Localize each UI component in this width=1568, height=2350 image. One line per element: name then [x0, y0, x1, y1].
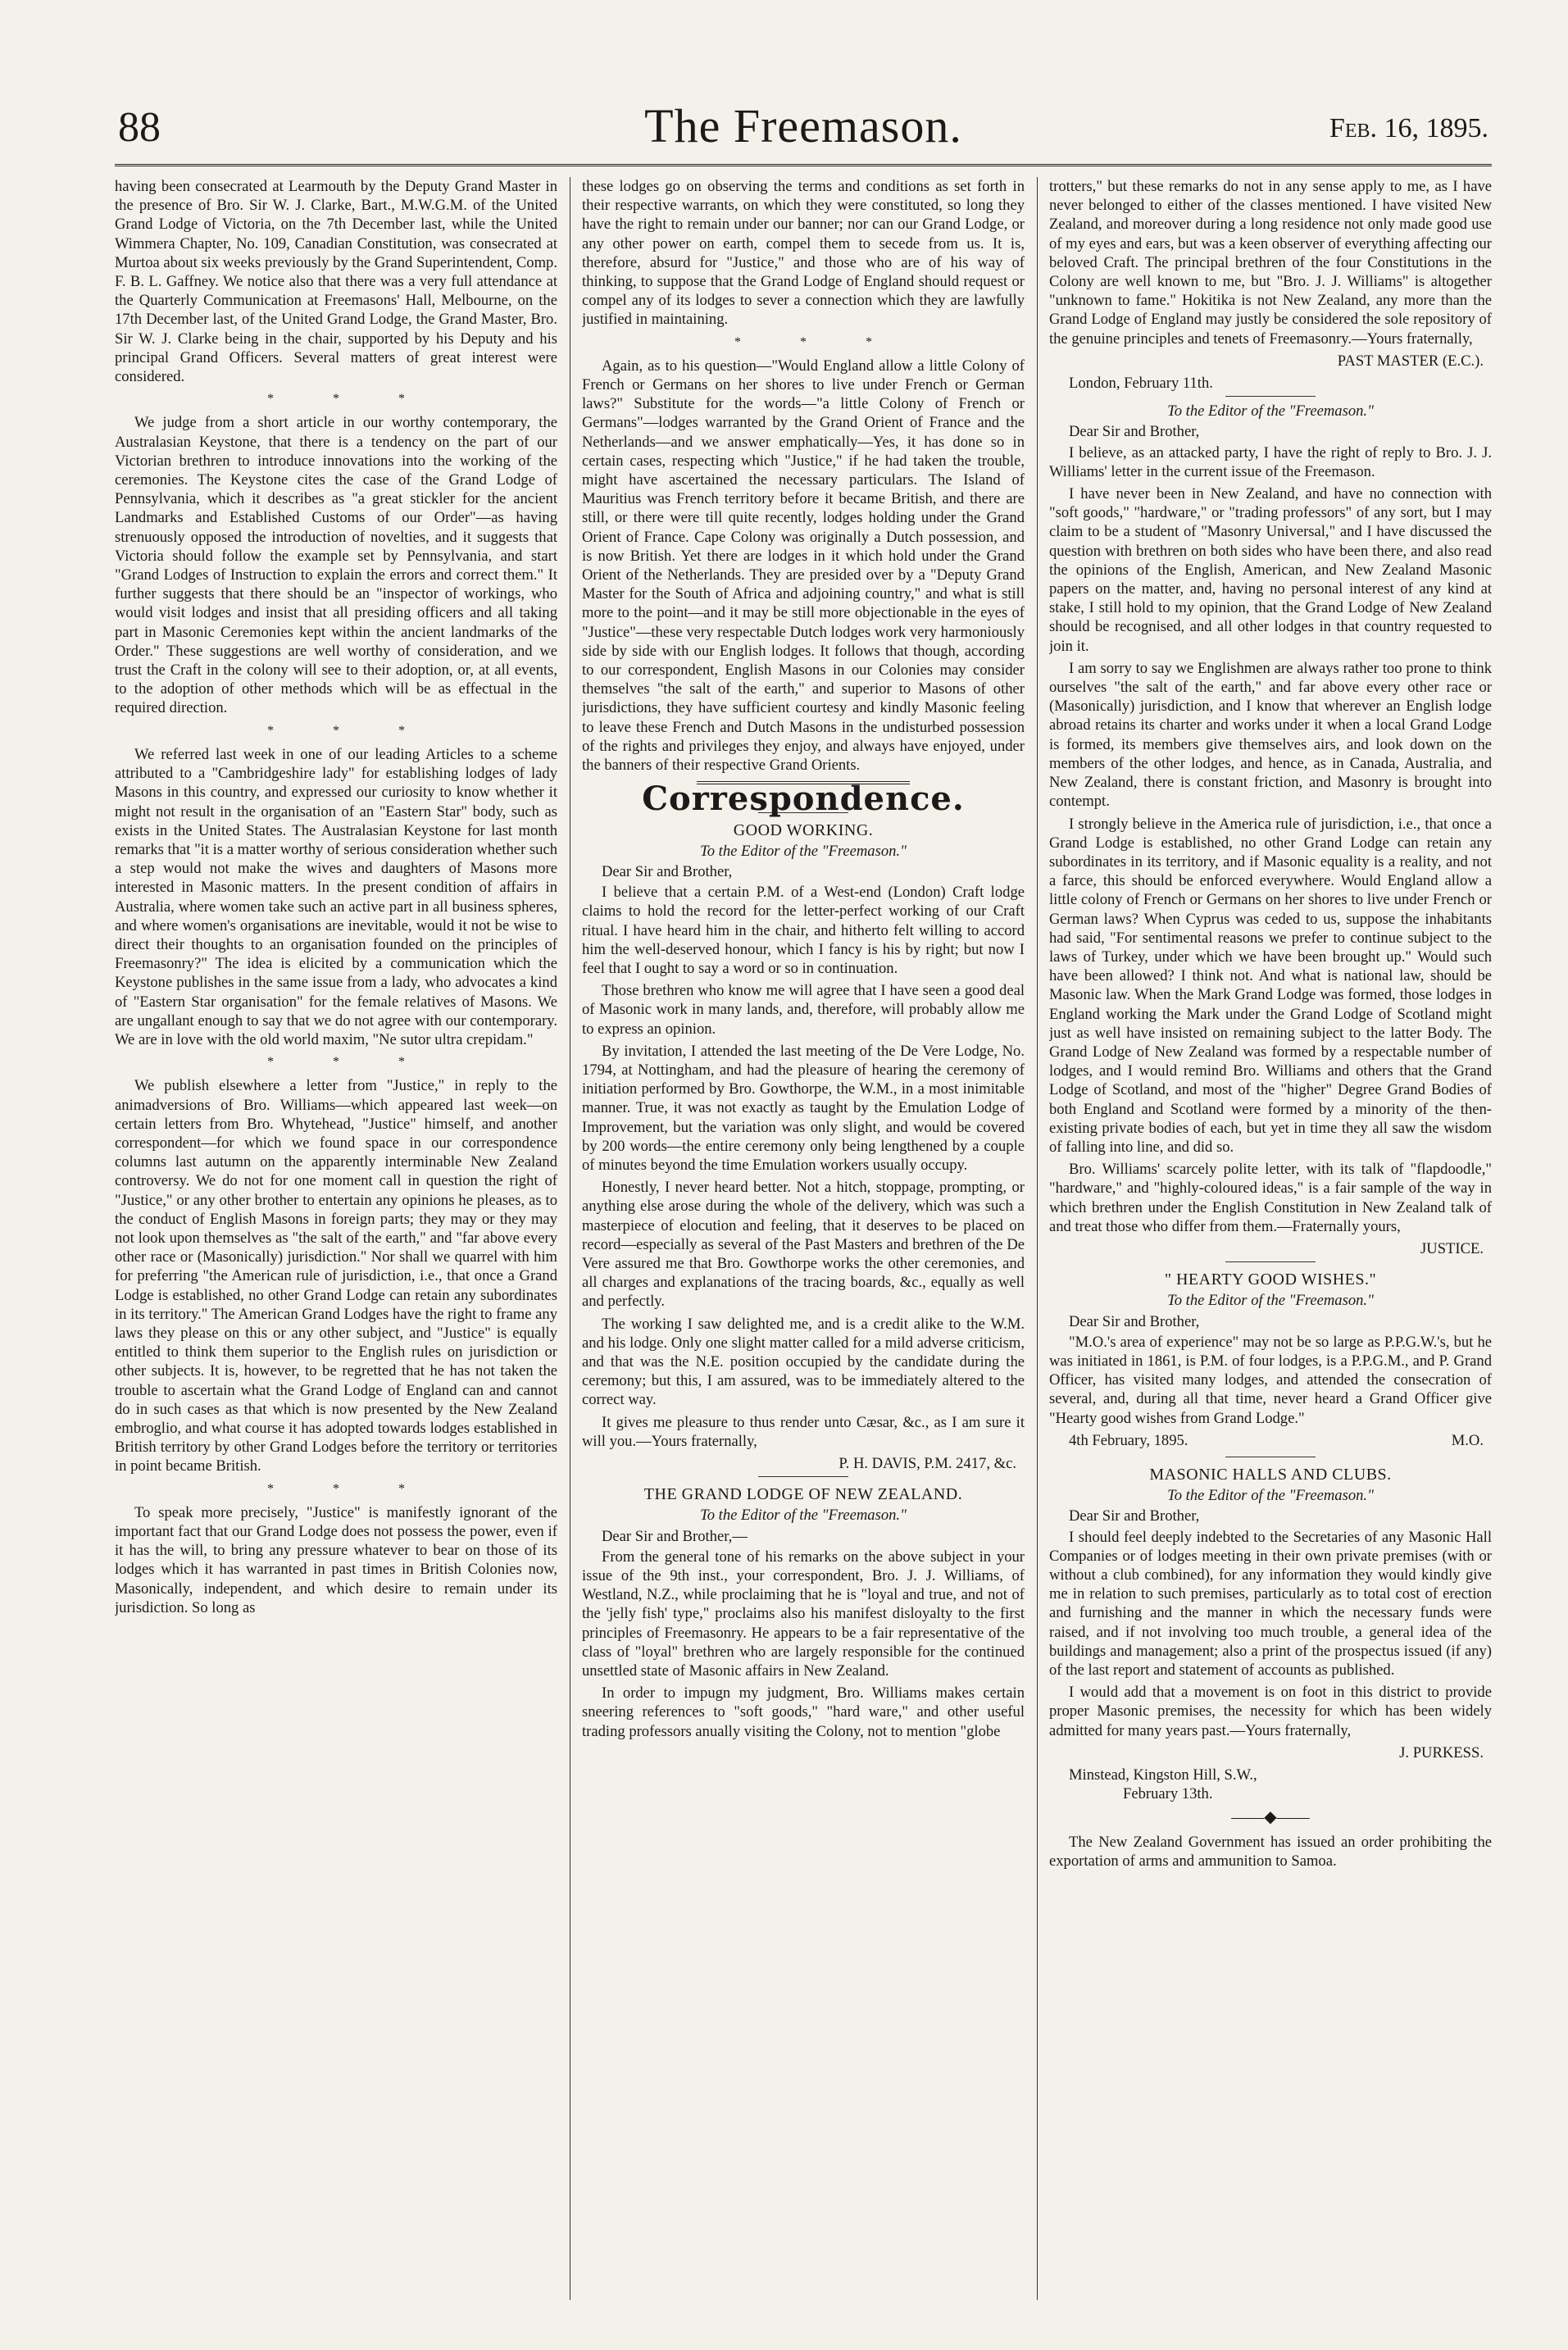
paragraph: "M.O.'s area of experience" may not be so large as P.P.G.W.'s, but he was initiated in 1861, is P.M. of four lodges, is a P.P.G.M., and P. Grand Officer, has visited many lodges, and attended the consecration of several, and, during all that time, never heard a Grand Officer give "Hearty good wishes from Grand Lodge."	[1049, 1333, 1492, 1427]
letter-heading: MASONIC HALLS AND CLUBS.	[1149, 1466, 1392, 1484]
separator-stars: * * *	[267, 723, 433, 738]
newspaper-title: The Freemason.	[644, 99, 962, 152]
letter-date: 4th February, 1895.	[1069, 1431, 1188, 1449]
letter-heading: GOOD WORKING.	[733, 820, 874, 839]
paragraph: I strongly believe in the America rule of jurisdiction, i.e., that once a Grand Lodge is established, no other Grand Lodge can retain any subordinates in its territory, and if Masonic equality is a reality, and not a farce, this should be enforced everywhere. Would England allow a little colony of French or Germans on her shores to live under French or German laws? When Cyprus was ceded to us, suppose the inhabitants had said, "For sentimental reasons we prefer to continue subject to the laws of Turkey, under which we have been brought up." Would such have been allowed? I think not. And what is national law, should be Masonic law. When the Mark Grand Lodge was formed, those lodges in England working the Mark under the Grand Lodge of Scotland might just as well have insisted on remaining subject to the latter Body. The Grand Lodge of New Zealand was formed by a respectable number of lodges, and I would remind Bro. Williams and others that the Grand Lodge of Scotland, and most of the "higher" Degree Grand Bodies of both England and Scotland were formed by a minority of the then-existing private bodies of each, but yet in time they all saw the wisdom of falling into line, and did so.	[1049, 815, 1492, 1156]
column-divider	[1037, 177, 1038, 2300]
letter-signature: J. PURKESS.	[1399, 1743, 1484, 1761]
paragraph: In order to impugn my judgment, Bro. Williams makes certain sneering references to "soft goods," "hard ware," and other useful trading professors anually visiting the Colony, not to mention "globe	[582, 1684, 1025, 1740]
ornament-divider-icon: ——◆——	[1231, 1808, 1310, 1827]
rule	[1225, 396, 1316, 397]
paragraph: Again, as to his question—"Would England allow a little Colony of French or Germans on her shores to live under French or German laws?" Substitute for the words—"a little Colony of French or Germans"—lodges warranted by the Grand Orient of France and the Netherlands—and we answer emphatically—Yes, it has done so in certain cases, respecting which "Justice," if he had taken the trouble, might have ascertained the necessary particulars. The Island of Mauritius was French territory before it became British, and there are still, or there were till quite recently, lodges holding under the Grand Orient of France. Cape Colony was originally a Dutch possession, and is now British. Yet there are lodges in it which hold under the Grand Orient of the Netherlands. They are presided over by a "Deputy Grand Master for the South of Africa and adjoining country," and what is still more to the point—and it may be still more objectionable in the eyes of "Justice"—these very respectable Dutch lodges work very harmoniously side by side with our English lodges. It follows that though, according to our correspondent, English Masons in our Colonies may consider themselves "the salt of the earth," and superior to Masons of other jurisdictions, they have sufficient courtesy and kindly Masonic feeling to leave these French and Dutch Masons in the undisturbed possession of the rights and privileges they enjoy, and always have enjoyed, under the banners of their respective Grand Orients.	[582, 357, 1025, 775]
rule	[1225, 1261, 1316, 1262]
letter-salutation: Dear Sir and Brother,	[1069, 1507, 1200, 1525]
newspaper-page	[115, 98, 1492, 2311]
paragraph: We judge from a short article in our worthy contemporary, the Australasian Keystone, that there is a tendency on the part of our Victorian brethren to introduce innovations into the working of the ceremonies. The Keystone cites the case of the Grand Lodge of Pennsylvania, which it describes as "a great stickler for the ancient Landmarks and Established Customs of our Order"—as having strenuously opposed the introduction of novelties, and it suggests that Victoria should follow the example set by Pennsylvania, and start "Grand Lodges of Instruction to explain the errors and correct them." It further suggests that there should be an "inspector of workings, who would visit lodges and insist that all presiding officers and all taking part in Masonic Ceremonies kept within the ancient landmarks of the Order." These suggestions are well worthy of consideration, and we trust the Craft in the colony will see to their adoption, or, at all events, to the adoption of other methods which will be as effectual in the required direction.	[115, 414, 557, 717]
issue-date: Feb. 16, 1895.	[1329, 113, 1488, 143]
paragraph: The working I saw delighted me, and is a credit alike to the W.M. and his lodge. Only one slight matter called for a mild adverse criticism, and that was the N.E. position occupied by the candidate during the ceremony; but this, I am assured, was to be immediately altered to the correct way.	[582, 1315, 1025, 1409]
paragraph: We publish elsewhere a letter from "Justice," in reply to the animadversions of Bro. Williams—which appeared last week—on certain letters from Bro. Whytehead, "Justice" himself, and another correspondent—for which we found space in our correspondence columns last autumn on the apparently interminable New Zealand controversy. We do not for one moment call in question the right of "Justice," or any other brother to entertain any opinions he pleases, as to the conduct of English Masons in foreign parts; they may or they may not look upon themselves as "the salt of the earth," and "far above every other race or (Masonically) jurisdiction." Nor shall we quarrel with him for preferring "the American rule of jurisdiction, i.e., that once a Grand Lodge is established, no other Grand Lodge can retain any subordinates in its territory." The American Grand Lodges have the right to frame any laws they please on this or any other subject, and "Justice" is equally entitled to think them superior to the English rules on jurisdiction or other subjects. It is, however, to be regretted that he has not taken the trouble to ascertain what the Grand Lodge of England can and cannot do in such cases as that which is now presented by the New Zealand embroglio, and what course it has adopted towards lodges established in British territory by other Grand Lodges before the territory or territories in point became British.	[115, 1077, 557, 1475]
separator-stars: * * *	[267, 392, 433, 407]
letter-place-date: London, February 11th.	[1069, 375, 1213, 393]
news-notice: The New Zealand Government has issued an order prohibiting the exportation of arms and ammunition to Samoa.	[1049, 1833, 1492, 1870]
letter-signature: PAST MASTER (E.C.).	[1337, 352, 1484, 370]
masthead	[115, 98, 1492, 166]
letter-footer	[1069, 1431, 1484, 1450]
paragraph: To speak more precisely, "Justice" is manifestly ignorant of the important fact that our Grand Lodge does not possess the power, even if it has the will, to bring any pressure whatever to bear on those of its lodges which it has warranted in past times in British Colonies now, Masonically, independent, and which desire to remain under its jurisdiction. So long as	[115, 1503, 557, 1616]
paragraph: I believe that a certain P.M. of a West-end (London) Craft lodge claims to hold the record for the letter-perfect working of our Craft ritual. I have heard him in the chair, and hitherto felt willing to accord him the well-deserved honour, which I fancy is his by right; but now I feel that I ought to say a word or so in continuation.	[582, 884, 1025, 977]
letter-salutation: Dear Sir and Brother,	[1069, 1312, 1200, 1330]
letter-heading: THE GRAND LODGE OF NEW ZEALAND.	[643, 1485, 963, 1504]
paragraph: From the general tone of his remarks on the above subject in your issue of the 9th inst., your correspondent, Bro. J. J. Williams, of Westland, N.Z., while proclaiming that he is "loyal and true, and not of the 'jelly fish' type," proclaims also his manifest disloyalty to the first principles of Freemasonry. He appears to be a fair representative of the class of "loyal" brethren who are largely responsible for the continued unsettled state of Masonic affairs in New Zealand.	[582, 1548, 1025, 1680]
paragraph: By invitation, I attended the last meeting of the De Vere Lodge, No. 1794, at Nottingham, and had the pleasure of hearing the ceremony of initiation performed by Bro. Gowthorpe, the W.M., in a most inimitable manner. True, it was not exactly as taught by the Emulation Lodge of Improvement, but the variation was only slight, and would be covered by 200 words—the entire ceremony only being lengthened by a couple of minutes beyond the time Emulation workers usually occupy.	[582, 1042, 1025, 1174]
column-1	[115, 177, 557, 2300]
paragraph: having been consecrated at Learmouth by the Deputy Grand Master in the presence of Bro. Sir W. J. Clarke, Bart., M.W.G.M. of the United Grand Lodge of Victoria, on the 7th December last, while the United Wimmera Chapter, No. 109, Canadian Constitution, was consecrated at Murtoa about six weeks previously by the Grand Superintendent, Comp. F. B. L. Gaffney. We notice also that there was a very full attendance at the Quarterly Communication at Freemasons' Hall, Melbourne, on the 17th December last, of the United Grand Lodge, the Grand Master, Bro. Sir W. J. Clarke being in the chair, supported by his Deputy and his principal Grand Officers. Several matters of great interest were considered.	[115, 178, 557, 386]
paragraph: I would add that a movement is on foot in this district to provide proper Masonic premises, the necessity for which has been widely admitted for many years past.—Yours fraternally,	[1049, 1684, 1492, 1739]
paragraph: trotters," but these remarks do not in any sense apply to me, as I have never belonged to either of the classes mentioned. I have visited New Zealand, and moreover during a long residence not only made good use of my eyes and ears, but was a keen observer of everything affecting our beloved Craft. The principal brethren of the four Constitutions in the Colony are well known to me, but "Bro. J. J. Williams" is altogether "unknown to fame." Hokitika is not New Zealand, any more than the Grand Lodge of England may justly be considered the sole repository of the genuine principles and tenets of Freemasonry.—Yours fraternally,	[1049, 178, 1492, 348]
letter-addressee: To the Editor of the "Freemason."	[1167, 1292, 1374, 1310]
page-number: 88	[118, 104, 161, 151]
separator-stars: * * *	[267, 1481, 433, 1496]
paragraph: I believe, as an attacked party, I have the right of reply to Bro. J. J. Williams' letter in the current issue of the Freemason.	[1049, 443, 1492, 480]
letter-salutation: Dear Sir and Brother,	[602, 862, 733, 880]
letter-signature: M.O.	[1451, 1431, 1484, 1449]
paragraph: It gives me pleasure to thus render unto Cæsar, &c., as I am sure it will you.—Yours fraternally,	[582, 1413, 1025, 1450]
paragraph: I have never been in New Zealand, and have no connection with "soft goods," "hardware," or "trading professors" of any sort, but I may claim to be a student of "Masonry Universal," and I have discussed the question with brethren on both sides who have been there, and also read the opinions of the English, American, and New Zealand Masonic papers on the matter, and, having no personal interest of any kind at stake, I still hold to my opinion, that the Grand Lodge of New Zealand should be recognised, and all other lodges in that country requested to join it.	[1049, 485, 1492, 655]
separator-stars: * * *	[267, 1055, 433, 1070]
section-header	[582, 780, 1025, 819]
letter-addressee: To the Editor of the "Freemason."	[700, 842, 907, 860]
paragraph: We referred last week in one of our leading Articles to a scheme attributed to a "Cambridgeshire lady" for establishing lodges of lady Masons in this country, and expressed our curiosity to know whether it might not result in the organisation of an "Eastern Star" body, such as exists in the United States. The Australasian Keystone for last month remarks that "it is a matter worthy of serious consideration whether such a step would not make the wives and daughters of Masons more interested in Masonic matters. In the present condition of affairs in Australia, where women take such an active part in all business spheres, and where women's organisations are inevitable, would it not be wise to direct their thoughts to an organisation founded on the principles of Freemasonry?" The idea is elicited by a communication which the Keystone publishes in the same issue from a lady, who advocates a kind of "Eastern Star organisation" for the female relatives of Masons. We are ungallant enough to say that we do not agree with our contemporary. We are in love with the old world maxim, "Ne sutor ultra crepidam."	[115, 745, 557, 1048]
letter-addressee: To the Editor of the "Freemason."	[700, 1507, 907, 1525]
paragraph: Honestly, I never heard better. Not a hitch, stoppage, prompting, or anything else arose during the whole of the delivery, which was such a masterpiece of elocution and feeling, that it deserves to be placed on record—especially as several of the Past Masters and brethren of the De Vere assured me that Bro. Gowthorpe works the other ceremonies, and all charges and explanations of the tracing boards, &c., equally as well and perfectly.	[582, 1179, 1025, 1311]
rule	[758, 1476, 848, 1477]
letter-signature: JUSTICE.	[1420, 1239, 1484, 1257]
letter-place: Minstead, Kingston Hill, S.W.,	[1069, 1766, 1257, 1784]
letter-signature: P. H. DAVIS, P.M. 2417, &c.	[839, 1455, 1016, 1472]
paragraph: Bro. Williams' scarcely polite letter, with its talk of "flapdoodle," "hardware," and "highly-coloured ideas," is a fair sample of the way in which brethren under the English Constitution in New Zealand talk of and treat those who differ from them.—Fraternally yours,	[1049, 1161, 1492, 1235]
letter-addressee: To the Editor of the "Freemason."	[1167, 1487, 1374, 1505]
section-title: Correspondence.	[642, 780, 965, 819]
letter-addressee: To the Editor of the "Freemason."	[1167, 402, 1374, 420]
letter-salutation: Dear Sir and Brother,—	[602, 1527, 748, 1545]
column-2	[582, 177, 1025, 2300]
letter-heading: " HEARTY GOOD WISHES."	[1164, 1270, 1377, 1289]
paragraph: Those brethren who know me will agree that I have seen a good deal of Masonic work in many lands, and, therefore, will probably allow me to express an opinion.	[582, 982, 1025, 1038]
separator-stars: * * *	[734, 334, 900, 349]
letter-salutation: Dear Sir and Brother,	[1069, 423, 1200, 441]
column-3	[1049, 177, 1492, 2300]
columns	[115, 177, 1492, 2300]
paragraph: these lodges go on observing the terms and conditions as set forth in their respective warrants, on which they were constituted, so long they have the right to remain under our banner; nor can our Grand Lodge, or any other power on earth, compel them to secede from us. It is, therefore, absurd for "Justice," and those who are of his way of thinking, to suppose that the Grand Lodge of England should request or compel any of its lodges to sever a connection which they are lawfully justified in maintaining.	[582, 178, 1025, 329]
letter-date: February 13th.	[1123, 1785, 1213, 1803]
paragraph: I should feel deeply indebted to the Secretaries of any Masonic Hall Companies or of lodges meeting in their own private premises (with or without a club combined), for any information they would kindly give me in relation to such premises, particularly as to total cost of erection and furnishing and the manner in which the necessary funds were raised, and if not involving too much trouble, a general idea of the buildings and management; also a print of the prospectus issued (if any) of the last report and statement of accounts as published.	[1049, 1528, 1492, 1680]
paragraph: I am sorry to say we Englishmen are always rather too prone to think ourselves "the salt of the earth," and far above every other race or (Masonically) jurisdiction, and I know that wherever an English lodge abroad retains its charter and works under it when a local Grand Lodge is formed, its members give themselves airs, and look down on the members of the other lodges, and hence, as in Canada, Australia, and New Zealand, there is constant friction, and Masonry is brought into contempt.	[1049, 659, 1492, 811]
